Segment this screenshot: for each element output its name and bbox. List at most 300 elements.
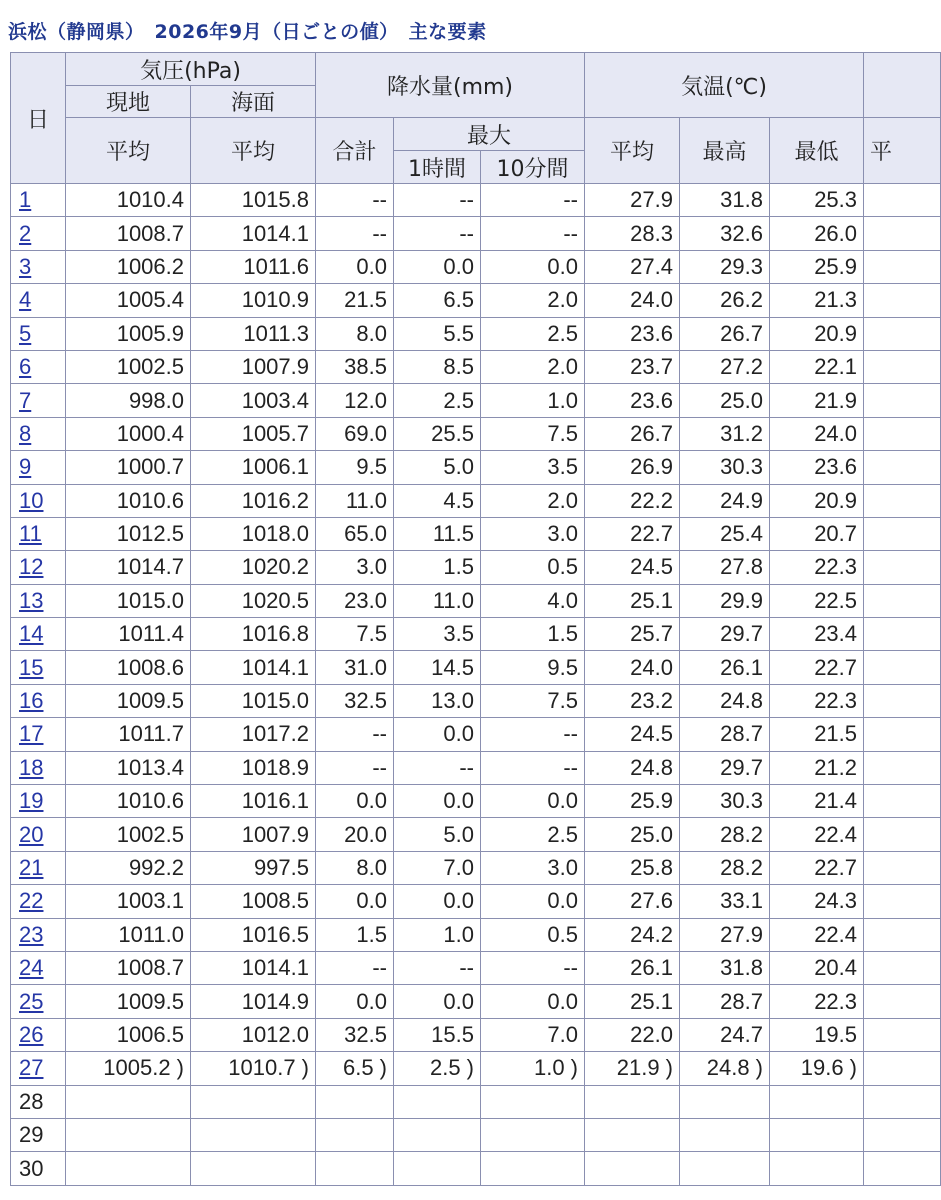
sea-pressure-avg-cell: [191, 1118, 316, 1151]
sea-pressure-avg-cell: 997.5: [191, 851, 316, 884]
partial-column-cell: [864, 1052, 941, 1085]
precip-total-cell: --: [316, 951, 394, 984]
precip-total-cell: [316, 1118, 394, 1151]
precip-max-10min-cell: 2.0: [481, 284, 585, 317]
header-precipitation: 降水量(mm): [316, 53, 585, 118]
precip-max-10min-cell: 1.5: [481, 618, 585, 651]
station-pressure-avg-cell: [66, 1085, 191, 1118]
day-link[interactable]: 10: [19, 487, 44, 513]
daily-data-table: [10, 52, 941, 1186]
precip-max-1hour-cell: 0.0: [394, 785, 481, 818]
precip-max-1hour-cell: 3.5: [394, 618, 481, 651]
temp-avg-cell: 25.8: [585, 851, 680, 884]
temp-max-cell: [680, 1118, 770, 1151]
temp-min-cell: 26.0: [770, 217, 864, 250]
precip-max-10min-cell: 7.0: [481, 1018, 585, 1051]
partial-column-cell: [864, 384, 941, 417]
table-row: [11, 751, 941, 784]
temp-max-cell: 24.9: [680, 484, 770, 517]
header-temp-min: 最低: [770, 118, 864, 184]
precip-max-10min-cell: --: [481, 718, 585, 751]
day-cell: [11, 250, 66, 283]
precip-max-1hour-cell: 6.5: [394, 284, 481, 317]
table-row: [11, 885, 941, 918]
day-cell: [11, 651, 66, 684]
day-cell: [11, 985, 66, 1018]
precip-total-cell: 8.0: [316, 317, 394, 350]
sea-pressure-avg-cell: 1014.1: [191, 951, 316, 984]
temp-avg-cell: 25.0: [585, 818, 680, 851]
day-cell: [11, 184, 66, 217]
table-row: [11, 985, 941, 1018]
partial-column-cell: [864, 584, 941, 617]
partial-column-cell: [864, 184, 941, 217]
temp-min-cell: 21.2: [770, 751, 864, 784]
day-cell: [11, 1118, 66, 1151]
temp-max-cell: 32.6: [680, 217, 770, 250]
precip-max-1hour-cell: 5.0: [394, 818, 481, 851]
day-label: 29: [19, 1122, 44, 1148]
precip-max-10min-cell: 3.0: [481, 851, 585, 884]
temp-max-cell: 25.4: [680, 517, 770, 550]
table-row: [11, 651, 941, 684]
temp-max-cell: 28.2: [680, 851, 770, 884]
station-pressure-avg-cell: 1010.6: [66, 785, 191, 818]
station-pressure-avg-cell: [66, 1118, 191, 1151]
precip-max-1hour-cell: 1.5: [394, 551, 481, 584]
partial-column-cell: [864, 451, 941, 484]
partial-column-cell: [864, 851, 941, 884]
precip-max-10min-cell: --: [481, 951, 585, 984]
day-cell: [11, 818, 66, 851]
day-link[interactable]: 19: [19, 788, 44, 814]
precip-total-cell: --: [316, 217, 394, 250]
partial-column-cell: [864, 517, 941, 550]
temp-avg-cell: 23.6: [585, 384, 680, 417]
precip-max-10min-cell: 1.0: [481, 384, 585, 417]
temp-min-cell: 22.4: [770, 818, 864, 851]
day-link[interactable]: 13: [19, 587, 44, 613]
precip-max-1hour-cell: [394, 1085, 481, 1118]
day-link[interactable]: 12: [19, 554, 44, 580]
day-link[interactable]: 7: [19, 387, 32, 413]
sea-pressure-avg-cell: 1012.0: [191, 1018, 316, 1051]
day-cell: [11, 284, 66, 317]
table-row: [11, 217, 941, 250]
station-pressure-avg-cell: 1005.9: [66, 317, 191, 350]
day-cell: [11, 217, 66, 250]
sea-pressure-avg-cell: 1014.1: [191, 217, 316, 250]
table-row: [11, 384, 941, 417]
precip-total-cell: 8.0: [316, 851, 394, 884]
precip-max-1hour-cell: 2.5 ): [394, 1052, 481, 1085]
temp-avg-cell: 24.5: [585, 718, 680, 751]
temp-max-cell: 31.8: [680, 184, 770, 217]
day-link[interactable]: 9: [19, 454, 32, 480]
table-row: [11, 317, 941, 350]
temp-min-cell: 21.9: [770, 384, 864, 417]
partial-column-cell: [864, 1085, 941, 1118]
precip-max-10min-cell: 2.5: [481, 818, 585, 851]
precip-max-10min-cell: 7.5: [481, 684, 585, 717]
temp-avg-cell: 27.4: [585, 250, 680, 283]
temp-avg-cell: 23.7: [585, 350, 680, 383]
station-pressure-avg-cell: 1002.5: [66, 818, 191, 851]
temp-min-cell: [770, 1118, 864, 1151]
header-station-avg: 平均: [66, 118, 191, 184]
partial-column-cell: [864, 618, 941, 651]
table-row: [11, 284, 941, 317]
precip-max-1hour-cell: [394, 1152, 481, 1185]
sea-pressure-avg-cell: [191, 1152, 316, 1185]
temp-max-cell: 27.8: [680, 551, 770, 584]
sea-pressure-avg-cell: 1016.1: [191, 785, 316, 818]
precip-total-cell: 32.5: [316, 684, 394, 717]
precip-total-cell: 1.5: [316, 918, 394, 951]
precip-max-1hour-cell: 0.0: [394, 718, 481, 751]
day-link[interactable]: 24: [19, 955, 44, 981]
day-link[interactable]: 2: [19, 220, 32, 246]
day-link[interactable]: 14: [19, 621, 44, 647]
table-row: [11, 250, 941, 283]
sea-pressure-avg-cell: 1011.3: [191, 317, 316, 350]
day-link[interactable]: 15: [19, 654, 44, 680]
temp-max-cell: 30.3: [680, 451, 770, 484]
precip-max-10min-cell: 0.5: [481, 918, 585, 951]
station-pressure-avg-cell: [66, 1152, 191, 1185]
precip-total-cell: 9.5: [316, 451, 394, 484]
precip-total-cell: 23.0: [316, 584, 394, 617]
temp-min-cell: 21.5: [770, 718, 864, 751]
station-pressure-avg-cell: 1012.5: [66, 517, 191, 550]
day-link[interactable]: 4: [19, 287, 32, 313]
day-link[interactable]: 3: [19, 253, 32, 279]
station-pressure-avg-cell: 1013.4: [66, 751, 191, 784]
station-pressure-avg-cell: 1006.2: [66, 250, 191, 283]
temp-avg-cell: 24.2: [585, 918, 680, 951]
temp-max-cell: 31.2: [680, 417, 770, 450]
precip-total-cell: 65.0: [316, 517, 394, 550]
precip-total-cell: 21.5: [316, 284, 394, 317]
day-cell: [11, 451, 66, 484]
station-pressure-avg-cell: 1005.2 ): [66, 1052, 191, 1085]
temp-avg-cell: 24.5: [585, 551, 680, 584]
table-row: [11, 350, 941, 383]
precip-max-10min-cell: 0.0: [481, 985, 585, 1018]
temp-min-cell: 19.6 ): [770, 1052, 864, 1085]
sea-pressure-avg-cell: 1005.7: [191, 417, 316, 450]
partial-column-cell: [864, 217, 941, 250]
precip-max-10min-cell: 4.0: [481, 584, 585, 617]
day-label: 30: [19, 1155, 44, 1181]
day-cell: [11, 1152, 66, 1185]
precip-max-1hour-cell: --: [394, 184, 481, 217]
temp-max-cell: 28.7: [680, 718, 770, 751]
precip-total-cell: [316, 1152, 394, 1185]
temp-max-cell: 26.7: [680, 317, 770, 350]
temp-max-cell: [680, 1085, 770, 1118]
temp-avg-cell: 27.6: [585, 885, 680, 918]
header-precip-1hour: 1時間: [394, 151, 481, 184]
temp-avg-cell: [585, 1085, 680, 1118]
precip-max-1hour-cell: 11.0: [394, 584, 481, 617]
precip-max-10min-cell: 3.5: [481, 451, 585, 484]
header-day: 日: [11, 53, 66, 184]
precip-max-1hour-cell: 1.0: [394, 918, 481, 951]
sea-pressure-avg-cell: 1010.9: [191, 284, 316, 317]
precip-total-cell: 11.0: [316, 484, 394, 517]
partial-column-cell: [864, 684, 941, 717]
day-cell: [11, 751, 66, 784]
precip-max-1hour-cell: --: [394, 217, 481, 250]
day-link[interactable]: 8: [19, 420, 32, 446]
temp-max-cell: 29.7: [680, 751, 770, 784]
precip-max-10min-cell: --: [481, 217, 585, 250]
table-row: [11, 451, 941, 484]
precip-max-10min-cell: 0.0: [481, 885, 585, 918]
station-pressure-avg-cell: 1015.0: [66, 584, 191, 617]
station-pressure-avg-cell: 1003.1: [66, 885, 191, 918]
precip-max-1hour-cell: 5.5: [394, 317, 481, 350]
partial-column-cell: [864, 417, 941, 450]
temp-max-cell: 29.3: [680, 250, 770, 283]
precip-total-cell: 69.0: [316, 417, 394, 450]
station-pressure-avg-cell: 1008.6: [66, 651, 191, 684]
data-table-container: [10, 52, 893, 1200]
temp-avg-cell: 21.9 ): [585, 1052, 680, 1085]
station-pressure-avg-cell: 1010.4: [66, 184, 191, 217]
day-cell: [11, 785, 66, 818]
day-cell: [11, 1018, 66, 1051]
temp-avg-cell: 25.1: [585, 985, 680, 1018]
precip-max-1hour-cell: 8.5: [394, 350, 481, 383]
header-temperature: 気温(℃): [585, 53, 864, 118]
sea-pressure-avg-cell: 1018.9: [191, 751, 316, 784]
temp-min-cell: 22.3: [770, 985, 864, 1018]
precip-total-cell: 0.0: [316, 985, 394, 1018]
day-cell: [11, 417, 66, 450]
table-row: [11, 1118, 941, 1151]
table-row: [11, 618, 941, 651]
sea-pressure-avg-cell: 1006.1: [191, 451, 316, 484]
partial-column-cell: [864, 1152, 941, 1185]
temp-max-cell: 25.0: [680, 384, 770, 417]
temp-avg-cell: 26.1: [585, 951, 680, 984]
sea-pressure-avg-cell: 1016.5: [191, 918, 316, 951]
precip-max-1hour-cell: 15.5: [394, 1018, 481, 1051]
temp-max-cell: 29.7: [680, 618, 770, 651]
temp-min-cell: 22.7: [770, 851, 864, 884]
station-pressure-avg-cell: 1010.6: [66, 484, 191, 517]
temp-min-cell: 24.0: [770, 417, 864, 450]
sea-pressure-avg-cell: 1016.2: [191, 484, 316, 517]
table-row: [11, 1052, 941, 1085]
precip-total-cell: 31.0: [316, 651, 394, 684]
table-row: [11, 1085, 941, 1118]
day-cell: [11, 718, 66, 751]
precip-total-cell: [316, 1085, 394, 1118]
day-link[interactable]: 11: [19, 521, 42, 547]
temp-avg-cell: 24.8: [585, 751, 680, 784]
precip-max-10min-cell: 0.0: [481, 785, 585, 818]
partial-column-cell: [864, 551, 941, 584]
precip-total-cell: 38.5: [316, 350, 394, 383]
temp-min-cell: 20.4: [770, 951, 864, 984]
temp-avg-cell: 22.2: [585, 484, 680, 517]
sea-pressure-avg-cell: 1014.1: [191, 651, 316, 684]
sea-pressure-avg-cell: [191, 1085, 316, 1118]
temp-min-cell: [770, 1152, 864, 1185]
precip-max-1hour-cell: 25.5: [394, 417, 481, 450]
day-link[interactable]: 26: [19, 1021, 44, 1047]
temp-min-cell: 21.4: [770, 785, 864, 818]
temp-max-cell: [680, 1152, 770, 1185]
header-partial-avg: 平: [864, 118, 941, 184]
table-row: [11, 718, 941, 751]
day-cell: [11, 551, 66, 584]
station-pressure-avg-cell: 1008.7: [66, 951, 191, 984]
precip-max-10min-cell: 1.0 ): [481, 1052, 585, 1085]
temp-avg-cell: [585, 1152, 680, 1185]
temp-min-cell: 24.3: [770, 885, 864, 918]
day-link[interactable]: 23: [19, 921, 44, 947]
table-row: [11, 951, 941, 984]
sea-pressure-avg-cell: 1016.8: [191, 618, 316, 651]
precip-max-1hour-cell: 0.0: [394, 985, 481, 1018]
header-precip-max: 最大: [394, 118, 585, 151]
precip-max-10min-cell: 2.0: [481, 484, 585, 517]
sea-pressure-avg-cell: 1007.9: [191, 350, 316, 383]
day-link[interactable]: 27: [19, 1055, 44, 1081]
sea-pressure-avg-cell: 1015.0: [191, 684, 316, 717]
temp-min-cell: 21.3: [770, 284, 864, 317]
temp-avg-cell: 25.7: [585, 618, 680, 651]
precip-max-10min-cell: 0.5: [481, 551, 585, 584]
temp-avg-cell: 26.7: [585, 417, 680, 450]
table-row: [11, 1018, 941, 1051]
precip-max-10min-cell: 2.0: [481, 350, 585, 383]
header-temp-max: 最高: [680, 118, 770, 184]
temp-min-cell: 22.1: [770, 350, 864, 383]
precip-max-1hour-cell: 5.0: [394, 451, 481, 484]
sea-pressure-avg-cell: 1011.6: [191, 250, 316, 283]
temp-avg-cell: 25.1: [585, 584, 680, 617]
precip-total-cell: 6.5 ): [316, 1052, 394, 1085]
day-link[interactable]: 1: [19, 187, 32, 213]
temp-avg-cell: 22.7: [585, 517, 680, 550]
header-sea-pressure: 海面: [191, 86, 316, 118]
day-link[interactable]: 6: [19, 354, 32, 380]
precip-max-10min-cell: --: [481, 751, 585, 784]
precip-total-cell: --: [316, 184, 394, 217]
station-pressure-avg-cell: 992.2: [66, 851, 191, 884]
day-cell: [11, 350, 66, 383]
day-link[interactable]: 17: [19, 721, 44, 747]
day-link[interactable]: 22: [19, 888, 44, 914]
header-temp-avg: 平均: [585, 118, 680, 184]
table-row: [11, 551, 941, 584]
precip-total-cell: 0.0: [316, 785, 394, 818]
partial-column-cell: [864, 484, 941, 517]
station-pressure-avg-cell: 998.0: [66, 384, 191, 417]
day-link[interactable]: 25: [19, 988, 44, 1014]
temp-max-cell: 24.8: [680, 684, 770, 717]
page-title: 浜松（静岡県） 2026年9月（日ごとの値） 主な要素: [8, 21, 487, 43]
temp-max-cell: 27.2: [680, 350, 770, 383]
table-row: [11, 1152, 941, 1185]
sea-pressure-avg-cell: 1008.5: [191, 885, 316, 918]
partial-column-cell: [864, 785, 941, 818]
day-link[interactable]: 20: [19, 821, 44, 847]
precip-max-1hour-cell: [394, 1118, 481, 1151]
table-row: [11, 484, 941, 517]
precip-max-10min-cell: 7.5: [481, 417, 585, 450]
station-pressure-avg-cell: 1011.4: [66, 618, 191, 651]
temp-avg-cell: [585, 1118, 680, 1151]
sea-pressure-avg-cell: 1015.8: [191, 184, 316, 217]
sea-pressure-avg-cell: 1007.9: [191, 818, 316, 851]
temp-max-cell: 29.9: [680, 584, 770, 617]
day-cell: [11, 684, 66, 717]
station-pressure-avg-cell: 1000.4: [66, 417, 191, 450]
temp-avg-cell: 25.9: [585, 785, 680, 818]
header-next-group: [864, 53, 941, 118]
partial-column-cell: [864, 751, 941, 784]
day-link[interactable]: 18: [19, 754, 44, 780]
partial-column-cell: [864, 651, 941, 684]
temp-avg-cell: 23.6: [585, 317, 680, 350]
temp-max-cell: 30.3: [680, 785, 770, 818]
temp-avg-cell: 23.2: [585, 684, 680, 717]
day-label: 28: [19, 1088, 44, 1114]
station-pressure-avg-cell: 1011.0: [66, 918, 191, 951]
precip-max-10min-cell: 9.5: [481, 651, 585, 684]
sea-pressure-avg-cell: 1014.9: [191, 985, 316, 1018]
precip-total-cell: 0.0: [316, 885, 394, 918]
precip-max-1hour-cell: 13.0: [394, 684, 481, 717]
precip-total-cell: 3.0: [316, 551, 394, 584]
day-link[interactable]: 21: [19, 855, 44, 880]
precip-total-cell: 7.5: [316, 618, 394, 651]
header-precip-10min: 10分間: [481, 151, 585, 184]
partial-column-cell: [864, 885, 941, 918]
precip-total-cell: 20.0: [316, 818, 394, 851]
station-pressure-avg-cell: 1008.7: [66, 217, 191, 250]
sea-pressure-avg-cell: 1020.2: [191, 551, 316, 584]
partial-column-cell: [864, 284, 941, 317]
temp-min-cell: 25.9: [770, 250, 864, 283]
day-link[interactable]: 5: [19, 320, 32, 346]
day-link[interactable]: 16: [19, 688, 44, 714]
partial-column-cell: [864, 985, 941, 1018]
day-cell: [11, 918, 66, 951]
temp-min-cell: 22.3: [770, 551, 864, 584]
temp-min-cell: 20.9: [770, 484, 864, 517]
partial-column-cell: [864, 317, 941, 350]
temp-min-cell: 20.7: [770, 517, 864, 550]
sea-pressure-avg-cell: 1003.4: [191, 384, 316, 417]
precip-total-cell: 0.0: [316, 250, 394, 283]
precip-max-10min-cell: 3.0: [481, 517, 585, 550]
table-row: [11, 851, 941, 884]
header-sea-avg: 平均: [191, 118, 316, 184]
temp-min-cell: 23.6: [770, 451, 864, 484]
temp-min-cell: 20.9: [770, 317, 864, 350]
temp-avg-cell: 24.0: [585, 284, 680, 317]
sea-pressure-avg-cell: 1017.2: [191, 718, 316, 751]
precip-max-10min-cell: [481, 1118, 585, 1151]
temp-min-cell: 19.5: [770, 1018, 864, 1051]
